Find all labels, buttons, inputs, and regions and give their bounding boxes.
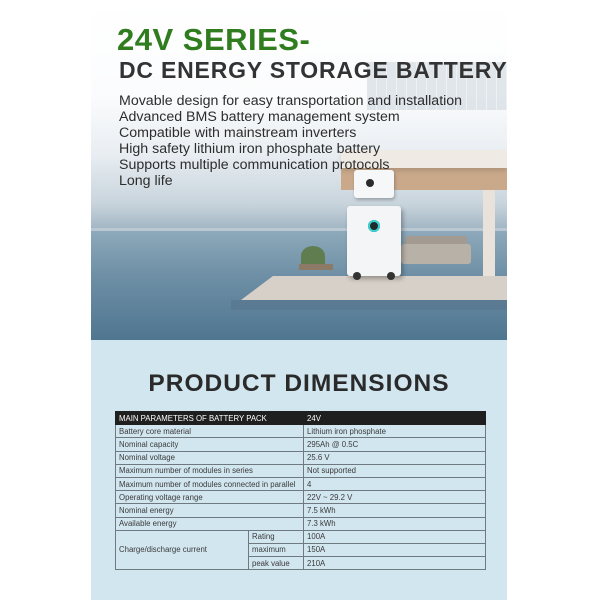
product-title: DC ENERGY STORAGE BATTERY xyxy=(119,57,507,83)
feature-list xyxy=(119,93,462,189)
series-title: 24V SERIES- xyxy=(117,22,311,57)
pavilion-column-graphic xyxy=(483,190,495,280)
feature-item: Long life xyxy=(119,173,173,189)
feature-item: High safety lithium iron phosphate battery xyxy=(119,141,381,157)
table-row xyxy=(116,477,486,490)
dimensions-heading: PRODUCT DIMENSIONS xyxy=(148,370,450,397)
spec-value: 4 xyxy=(304,477,486,490)
dimensions-section xyxy=(91,340,507,600)
spec-sublabel: maximum xyxy=(249,543,304,556)
feature-item: Supports multiple communication protocols xyxy=(119,157,390,173)
spec-value: 25.6 V xyxy=(304,451,486,464)
deck-reflection-graphic xyxy=(231,300,507,310)
sofa-graphic xyxy=(401,244,471,264)
spec-value: Not supported xyxy=(304,464,486,477)
power-button-icon xyxy=(368,220,380,232)
spec-value: 150A xyxy=(304,543,486,556)
feature-item: Movable design for easy transportation and installation xyxy=(119,93,463,109)
battery-wheel-icon xyxy=(353,272,361,280)
spec-value: 210A xyxy=(304,557,486,570)
brochure-page xyxy=(91,0,507,600)
table-row xyxy=(116,491,486,504)
deck-graphic xyxy=(241,276,507,300)
spec-label: Maximum number of modules in series xyxy=(116,464,304,477)
table-row xyxy=(116,530,486,543)
table-row xyxy=(116,425,486,438)
table-row xyxy=(116,504,486,517)
spec-value: Lithium iron phosphate xyxy=(304,425,486,438)
spec-label: Available energy xyxy=(116,517,304,530)
spec-value: 7.3 kWh xyxy=(304,517,486,530)
horizon-graphic xyxy=(91,228,507,231)
spec-label: Battery core material xyxy=(116,425,304,438)
spec-label: Maximum number of modules connected in parallel xyxy=(116,477,304,490)
spec-table-header-row xyxy=(116,412,486,425)
lounger-graphic xyxy=(299,264,333,270)
spec-header-label: MAIN PARAMETERS OF BATTERY PACK xyxy=(116,412,304,425)
spec-label: Charge/discharge current xyxy=(116,530,249,570)
spec-label: Operating voltage range xyxy=(116,491,304,504)
spec-value: 7.5 kWh xyxy=(304,504,486,517)
plant-graphic xyxy=(301,246,325,266)
spec-sublabel: peak value xyxy=(249,557,304,570)
feature-item: Advanced BMS battery management system xyxy=(119,109,400,125)
spec-value: 22V ~ 29.2 V xyxy=(304,491,486,504)
spec-value: 100A xyxy=(304,530,486,543)
spec-table xyxy=(115,411,486,570)
spec-label: Nominal energy xyxy=(116,504,304,517)
feature-item: Compatible with mainstream inverters xyxy=(119,125,357,141)
battery-unit-image xyxy=(347,206,401,276)
table-row xyxy=(116,517,486,530)
table-row xyxy=(116,438,486,451)
battery-wheel-icon xyxy=(387,272,395,280)
spec-label: Nominal capacity xyxy=(116,438,304,451)
spec-label: Nominal voltage xyxy=(116,451,304,464)
table-row xyxy=(116,451,486,464)
spec-header-value: 24V xyxy=(304,412,486,425)
hero-section xyxy=(91,0,507,340)
spec-value: 295Ah @ 0.5C xyxy=(304,438,486,451)
spec-sublabel: Rating xyxy=(249,530,304,543)
table-row xyxy=(116,464,486,477)
